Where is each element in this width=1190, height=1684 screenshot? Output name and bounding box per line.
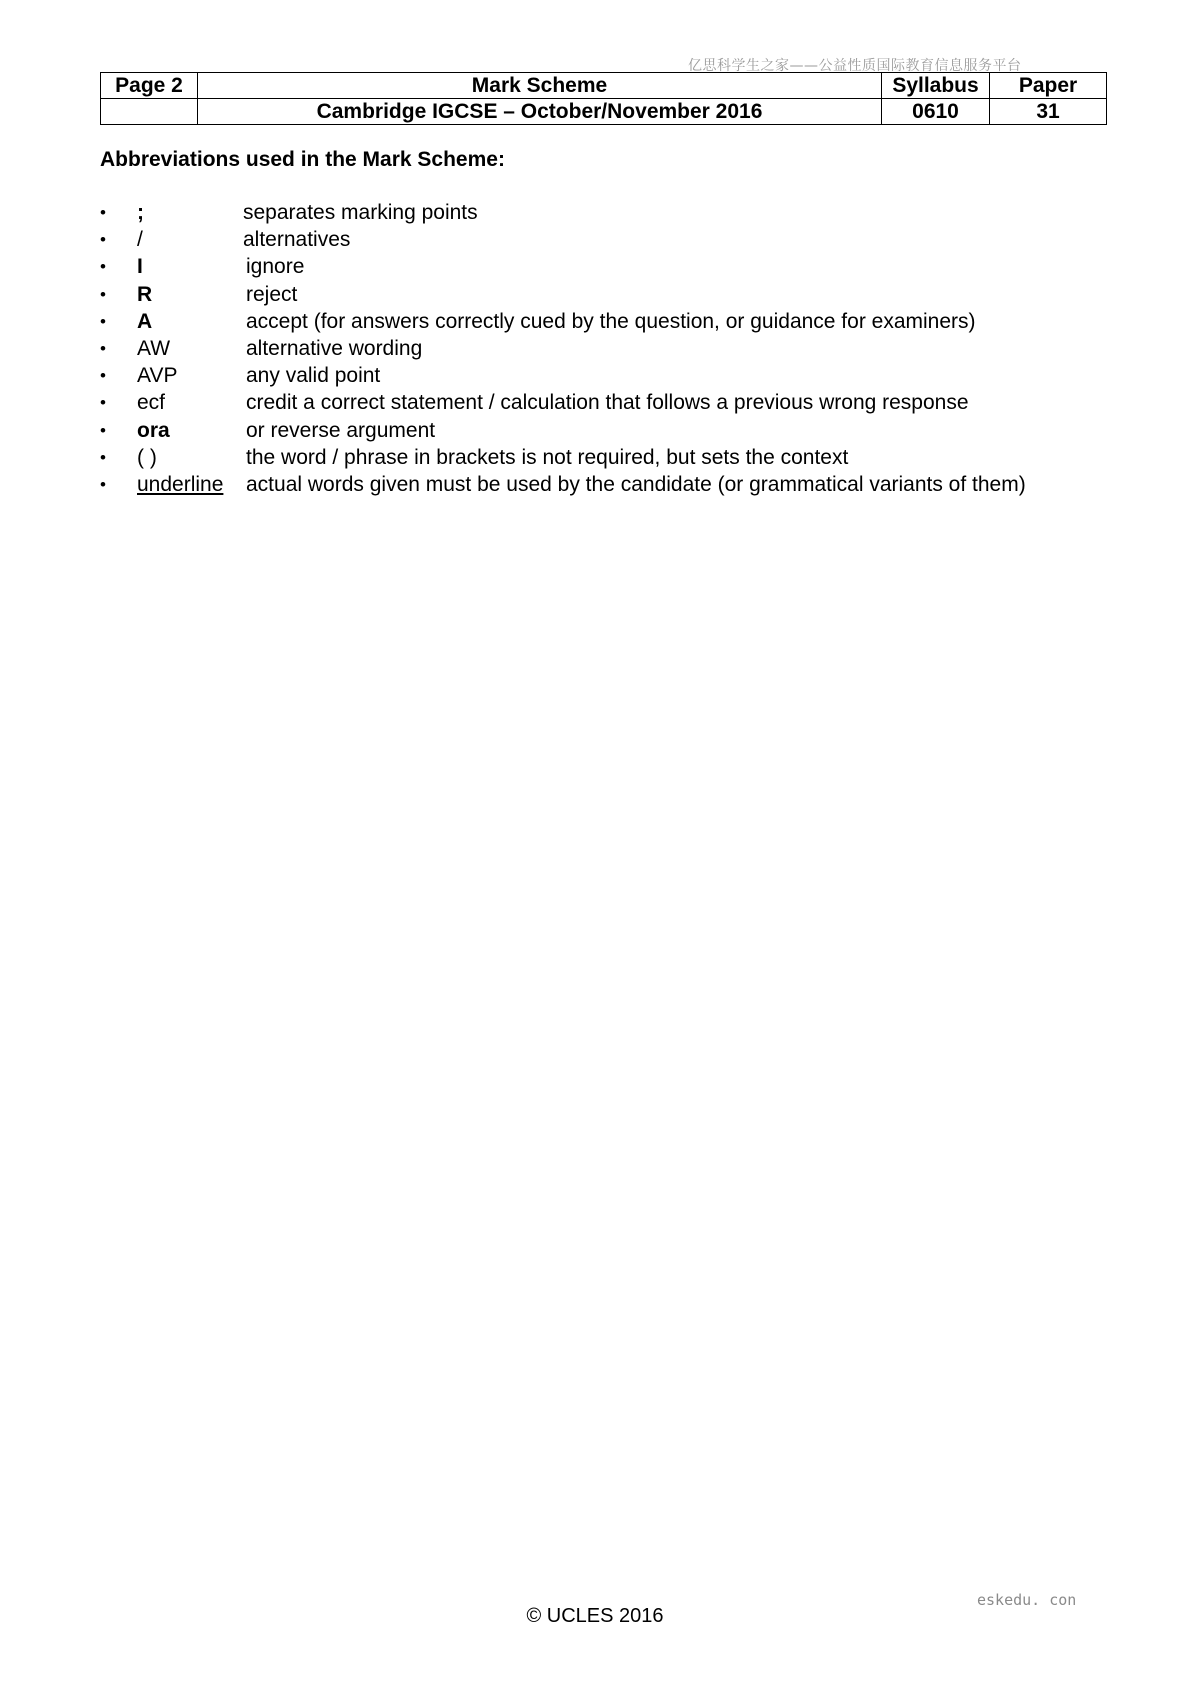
bullet-icon: • xyxy=(100,203,106,222)
bullet-icon: • xyxy=(100,257,106,277)
bullet-icon: • xyxy=(100,366,106,386)
abbreviation-description: alternative wording xyxy=(246,336,423,360)
bullet-icon: • xyxy=(100,338,106,358)
syllabus-code-cell: 0610 xyxy=(882,99,990,125)
header-table xyxy=(100,72,1107,125)
abbreviation: I xyxy=(137,255,143,279)
watermark-top-text: 亿思科学生之家——公益性质国际教育信息服务平台 xyxy=(688,58,1022,74)
abbreviation: AW xyxy=(137,336,171,360)
header-row-2 xyxy=(101,99,1107,125)
abbreviation-description: any valid point xyxy=(246,364,381,388)
abbreviation: underline xyxy=(137,472,224,496)
bullet-icon: • xyxy=(100,311,106,331)
bullet-icon: • xyxy=(100,230,106,250)
abbreviation-description: the word / phrase in brackets is not required, but sets the context xyxy=(246,445,849,469)
document-title-cell: Mark Scheme xyxy=(198,73,882,99)
syllabus-label-cell: Syllabus xyxy=(882,73,990,99)
abbreviation: ; xyxy=(137,201,144,224)
abbreviation: ora xyxy=(137,418,170,442)
abbreviation-description: accept (for answers correctly cued by the question, or guidance for examiners) xyxy=(246,309,976,333)
abbreviation-description: ignore xyxy=(246,255,305,279)
abbreviation-description: credit a correct statement / calculation that follows a previous wrong response xyxy=(246,391,969,415)
abbreviation-description: or reverse argument xyxy=(246,418,436,442)
paper-label-cell: Paper xyxy=(990,73,1107,99)
bullet-icon: • xyxy=(100,447,106,467)
paper-number-cell: 31 xyxy=(990,99,1107,125)
abbreviation: ecf xyxy=(137,391,166,415)
abbreviation-description: separates marking points xyxy=(243,201,478,224)
copyright-footer: © UCLES 2016 xyxy=(526,1605,664,1627)
empty-cell xyxy=(101,99,198,125)
abbreviation: R xyxy=(137,282,153,306)
page-number-cell: Page 2 xyxy=(101,73,198,99)
bullet-icon: • xyxy=(100,420,106,440)
watermark-bottom-text: eskedu. con xyxy=(977,1591,1077,1609)
abbreviation-description: alternatives xyxy=(243,228,351,252)
abbreviation: ( ) xyxy=(137,445,157,469)
bullet-icon: • xyxy=(100,474,106,494)
abbreviation: A xyxy=(137,309,153,333)
header-row-1 xyxy=(101,73,1107,99)
abbreviation: AVP xyxy=(137,364,178,388)
abbreviation-description: actual words given must be used by the candidate (or grammatical variants of them) xyxy=(246,472,1026,496)
abbreviation: / xyxy=(137,228,143,252)
exam-session-cell: Cambridge IGCSE – October/November 2016 xyxy=(198,99,882,125)
bullet-icon: • xyxy=(100,284,106,304)
abbreviation-description: reject xyxy=(246,282,298,306)
abbreviations-heading: Abbreviations used in the Mark Scheme: xyxy=(100,148,505,171)
bullet-icon: • xyxy=(100,393,106,413)
